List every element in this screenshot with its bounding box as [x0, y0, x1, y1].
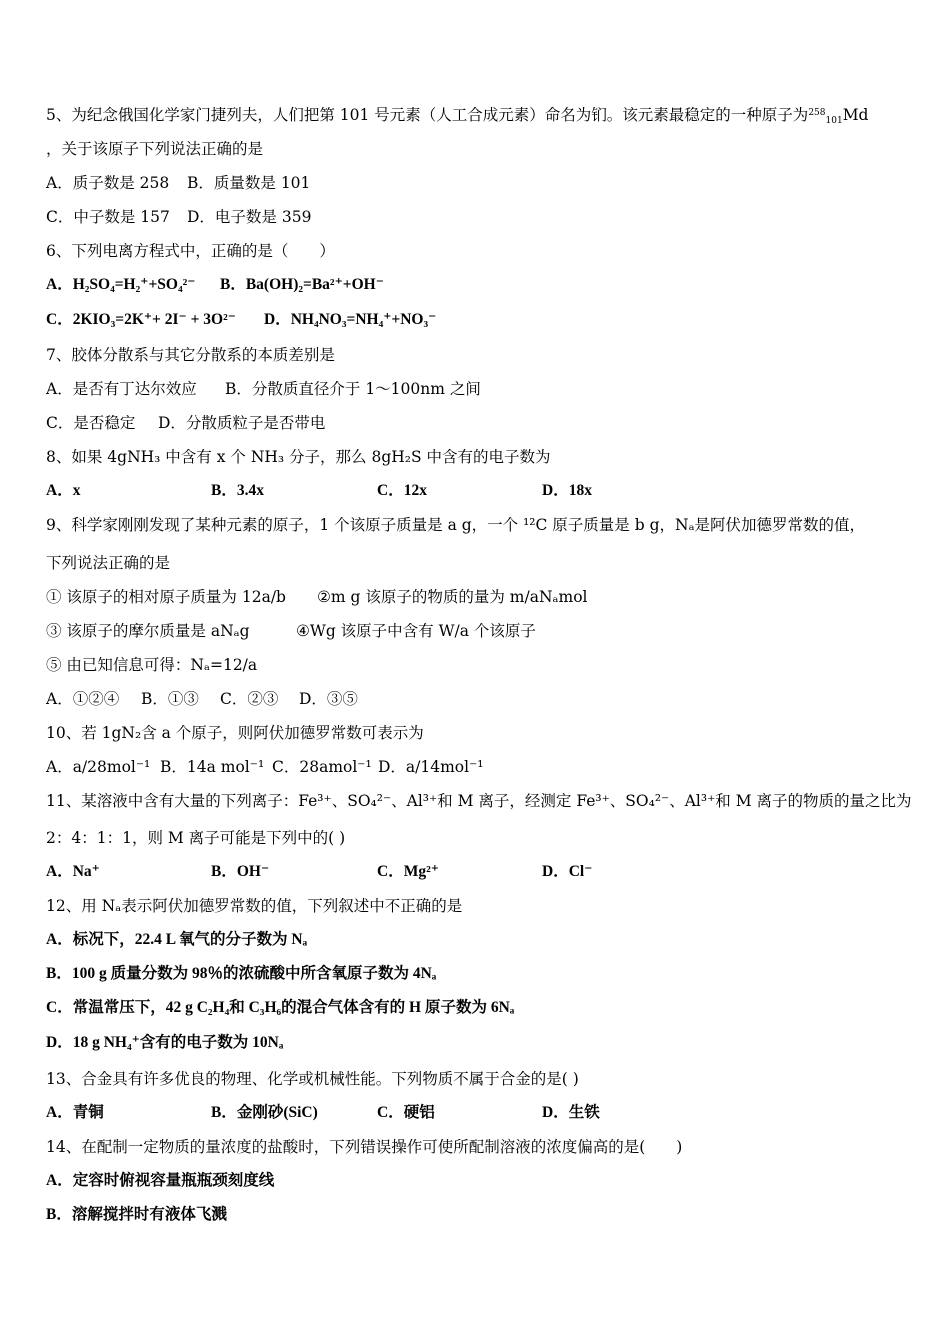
q11-option-b: B．OH⁻	[211, 863, 270, 880]
q9-option-c: C．②③	[220, 690, 279, 708]
q8-stem: 8、如果 4gNH₃ 中含有 x 个 NH₃ 分子，那么 8gH₂S 中含有的电子数为	[46, 448, 551, 466]
q7-option-d: D．分散质粒子是否带电	[158, 414, 326, 432]
q5-options-row1	[46, 173, 310, 193]
q8-option-b: B．3.4x	[211, 482, 264, 499]
q11-options	[46, 862, 592, 882]
q10-option-a: A．a/28mol⁻¹	[46, 758, 151, 776]
q7-stem: 7、胶体分散系与其它分散系的本质差别是	[46, 346, 335, 364]
q9-statement-2: ②m g 该原子的物质的量为 m/aNₐmol	[317, 588, 588, 606]
q8-options	[46, 481, 592, 501]
q7-option-c: C．是否稳定	[46, 414, 136, 432]
q5-options-row2	[46, 207, 311, 227]
q14-option-b: B．溶解搅拌时有液体飞溅	[46, 1206, 227, 1223]
q13-stem: 13、合金具有许多优良的物理、化学或机械性能。下列物质不属于合金的是( )	[46, 1070, 579, 1088]
q9-statement-4: ④Wg 该原子中含有 W/a 个该原子	[296, 622, 536, 640]
q12-option-a: A．标况下，22.4 L 氧气的分子数为 Nₐ	[46, 931, 308, 948]
q8-option-d: D．18x	[542, 482, 592, 499]
q5-stem	[46, 103, 868, 131]
q5-option-a: A．质子数是 258	[46, 174, 170, 192]
q12-stem: 12、用 Nₐ表示阿伏加德罗常数的值，下列叙述中不正确的是	[46, 897, 463, 915]
q5-mass-number: 258	[808, 108, 826, 118]
q6-options-row2	[46, 310, 436, 330]
q9-statement-3: ③ 该原子的摩尔质量是 aNₐg	[46, 622, 250, 640]
q11-stem-cont: 2：4：1：1，则 M 离子可能是下列中的( )	[46, 829, 346, 847]
q9-option-b: B．①③	[141, 690, 199, 708]
q13-option-a: A．青铜	[46, 1104, 104, 1121]
q11-option-d: D．Cl⁻	[542, 863, 593, 880]
q7-option-b: B．分散质直径介于 1～100nm 之间	[225, 380, 481, 398]
q7-option-a: A．是否有丁达尔效应	[46, 380, 197, 398]
q7-options-row1	[46, 379, 481, 399]
q9-option-d: D．③⑤	[299, 690, 358, 708]
q10-stem: 10、若 1gN₂含 a 个原子，则阿伏加德罗常数可表示为	[46, 724, 424, 742]
q11-option-c: C．Mg²⁺	[377, 863, 439, 880]
q6-option-b: B．Ba(OH)₂=Ba²⁺+OH⁻	[220, 276, 384, 293]
q11-option-a: A．Na⁺	[46, 863, 100, 880]
q6-option-a: A．H₂SO₄=H₂⁺+SO₄²⁻	[46, 276, 196, 293]
q12-option-b: B．100 g 质量分数为 98％的浓硫酸中所含氧原子数为 4Nₐ	[46, 965, 437, 982]
q10-option-d: D．a/14mol⁻¹	[378, 758, 484, 776]
q5-option-d: D．电子数是 359	[187, 208, 312, 226]
q10-option-c: C．28amol⁻¹	[272, 758, 372, 776]
q13-option-d: D．生铁	[542, 1104, 600, 1121]
q9-statement-1: ① 该原子的相对原子质量为 12a/b	[46, 588, 286, 606]
q9-stem-cont: 下列说法正确的是	[46, 554, 171, 572]
q9-option-a: A．①②④	[46, 690, 120, 708]
q6-option-c: C．2KIO₃=2K⁺+ 2I⁻ + 3O²⁻	[46, 311, 236, 328]
q7-options-row2	[46, 413, 325, 433]
q14-option-a: A．定容时俯视容量瓶瓶颈刻度线	[46, 1172, 275, 1189]
q13-options	[46, 1103, 600, 1123]
q5-atomic-number: 101	[825, 116, 843, 126]
q13-option-b: B．金刚砂(SiC)	[211, 1104, 318, 1121]
q9-statements-row1	[46, 587, 588, 607]
q8-option-c: C．12x	[377, 482, 427, 499]
q6-option-d: D．NH₄NO₃=NH₄⁺+NO₃⁻	[264, 311, 437, 328]
q8-option-a: A．x	[46, 482, 81, 499]
q5-option-c: C．中子数是 157	[46, 208, 170, 226]
q5-option-b: B．质量数是 101	[187, 174, 311, 192]
q12-option-d: D．18 g NH₄⁺含有的电子数为 10Nₐ	[46, 1034, 284, 1051]
q5-stem-cont: ，关于该原子下列说法正确的是	[46, 140, 264, 158]
q14-stem: 14、在配制一定物质的量浓度的盐酸时，下列错误操作可使所配制溶液的浓度偏高的是( )	[46, 1138, 683, 1156]
q12-option-c: C．常温常压下，42 g C₂H₄和 C₃H₆的混合气体含有的 H 原子数为 6Nₐ	[46, 999, 515, 1016]
q5-symbol: Md	[842, 106, 869, 124]
q9-statement-5: ⑤ 由已知信息可得：Nₐ=12/a	[46, 656, 258, 674]
q11-stem: 11、某溶液中含有大量的下列离子：Fe³⁺、SO₄²⁻、Al³⁺和 M 离子，经测定 Fe³⁺、SO₄²⁻、Al³⁺和 M 离子的物质的量之比为	[46, 792, 912, 810]
q9-stem: 9、科学家刚刚发现了某种元素的原子，1 个该原子质量是 a g，一个 ¹²C 原子质量是 b g，Nₐ是阿伏加德罗常数的值，	[46, 516, 866, 534]
q10-options	[46, 757, 484, 777]
q13-option-c: C．硬铝	[377, 1104, 435, 1121]
q10-option-b: B．14a mol⁻¹	[160, 758, 265, 776]
q5-stem-text: 5、为纪念俄国化学家门捷列夫，人们把第 101 号元素（人工合成元素）命名为钔。该元素最稳定的一种原子为	[46, 106, 809, 124]
q6-stem: 6、下列电离方程式中，正确的是（ ）	[46, 242, 335, 260]
q9-options	[46, 689, 358, 709]
q6-options-row1	[46, 275, 384, 295]
q9-statements-row2	[46, 621, 536, 641]
